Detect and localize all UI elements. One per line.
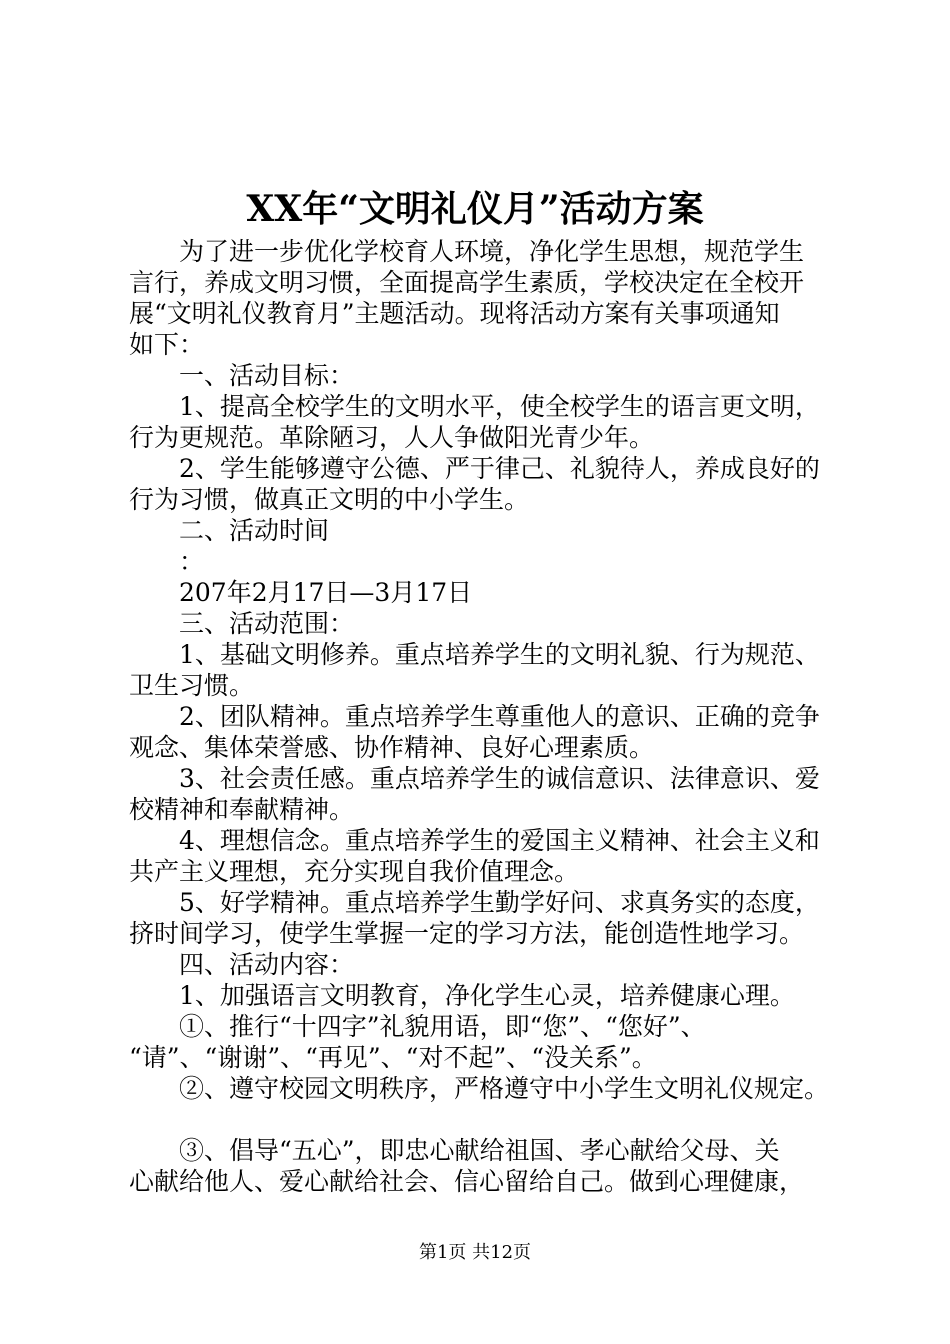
paragraph-line: 3、社会责任感。重点培养学生的诚信意识、法律意识、爱 [179,764,820,793]
paragraph-line: ： [179,547,205,576]
paragraph-line: 如下： [129,330,205,359]
paragraph-line: ②、遵守校园文明秩序，严格遵守中小学生文明礼仪规定。 [179,1074,830,1103]
paragraph-line: “请”、“谢谢”、“再见”、“对不起”、“没关系”。 [129,1043,657,1072]
paragraph-line: 心献给他人、爱心献给社会、信心留给自己。做到心理健康， [129,1167,805,1196]
paragraph-line: 1、基础文明修养。重点培养学生的文明礼貌、行为规范、 [179,640,820,669]
paragraph-line: 观念、集体荣誉感、协作精神、良好心理素质。 [129,733,655,762]
document-title: XX年“文明礼仪月”活动方案 [246,188,704,230]
paragraph-line: 5、好学精神。重点培养学生勤学好问、求真务实的态度， [179,888,820,917]
paragraph-line: 行为更规范。革除陋习，人人争做阳光青少年。 [129,423,655,452]
paragraph-line: 言行，养成文明习惯，全面提高学生素质，学校决定在全校开 [129,268,805,297]
paragraph-line: 校精神和奉献精神。 [129,795,355,824]
paragraph-line: 207年2月17日—3月17日 [179,578,473,607]
section-heading: 四、活动内容： [179,950,355,979]
paragraph-line: 1、提高全校学生的文明水平，使全校学生的语言更文明， [179,392,820,421]
paragraph-line: ①、推行“十四字”礼貌用语，即“您”、“您好”、 [179,1012,706,1041]
page-footer: 第1页 共12页 [418,1242,532,1263]
paragraph-line: 4、理想信念。重点培养学生的爱国主义精神、社会主义和 [179,826,820,855]
paragraph-line: 卫生习惯。 [129,671,255,700]
paragraph-line: 展“文明礼仪教育月”主题活动。现将活动方案有关事项通知 [129,299,780,328]
paragraph-line: 挤时间学习，使学生掌握一定的学习方法，能创造性地学习。 [129,919,805,948]
paragraph-line: 行为习惯，做真正文明的中小学生。 [129,485,530,514]
paragraph-line: 2、学生能够遵守公德、严于律己、礼貌待人，养成良好的 [179,454,820,483]
paragraph-line: 1、加强语言文明教育，净化学生心灵，培养健康心理。 [179,981,795,1010]
paragraph-line: 共产主义理想，充分实现自我价值理念。 [129,857,580,886]
paragraph-line: ③、倡导“五心”，即忠心献给祖国、孝心献给父母、关 [179,1136,780,1165]
section-heading: 一、活动目标： [179,361,355,390]
section-heading: 三、活动范围： [179,609,355,638]
paragraph-line: 为了进一步优化学校育人环境，净化学生思想，规范学生 [179,237,805,266]
blank-line [129,1104,829,1135]
document-body [129,236,829,1197]
paragraph-line: 2、团队精神。重点培养学生尊重他人的意识、正确的竞争 [179,702,820,731]
section-heading: 二、活动时间 [179,516,330,545]
